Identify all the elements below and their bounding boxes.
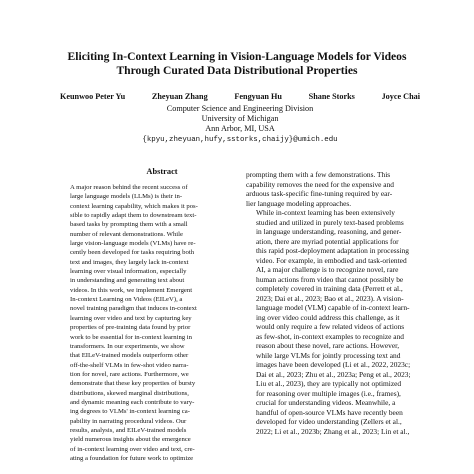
intro-line: 2023; Dai et al., 2023; Bao et al., 2023). A vision-	[256, 293, 404, 303]
abstract-line: text and images, they largely lack in-context	[70, 258, 189, 266]
abstract-line: novel training paradigm that induces in-context	[70, 305, 197, 313]
intro-line: lier language modeling approaches.	[246, 198, 352, 208]
intro-line: 2022; Li et al., 2023b; Zhang et al., 2023; Lin et al.,	[256, 426, 410, 436]
abstract-line: that EILeV-trained models outperform other	[70, 352, 189, 360]
intro-column	[246, 170, 443, 436]
intro-line: While in-context learning has been extensively	[256, 208, 395, 217]
intro-line: this rapid post-deployment adaptation in processing	[256, 246, 409, 255]
author-name: Zheyuan Zhang	[151, 92, 208, 101]
intro-line: Dai et al., 2023; Zhu et al., 2023a; Peng et al., 2023;	[256, 369, 411, 379]
abstract-line: learning over visual information, especially	[70, 268, 187, 276]
abstract-line: pability in narrating procedural videos. Our	[70, 417, 187, 425]
abstract-line: videos. In this work, we implement Emergent	[70, 286, 193, 294]
abstract-line: context learning capability, which makes it pos-	[70, 202, 198, 210]
intro-line: completely covered in training data (Perrett et al.,	[256, 284, 403, 293]
abstract-body	[70, 183, 255, 463]
abstract-line: off-the-shelf VLMs in few-shot video narra-	[70, 361, 189, 369]
intro-line: in language understanding, reasoning, and gener-	[256, 227, 402, 236]
abstract-line: in understanding and generating text about	[70, 277, 185, 285]
abstract-line: In-context Learning on Videos (EILeV), a	[70, 296, 183, 304]
abstract-line: and dynamic meaning each contribute to vary-	[70, 398, 195, 406]
author-name: Shane Storks	[308, 92, 355, 101]
affiliation-line: University of Michigan	[201, 114, 279, 124]
abstract-line: learning over video and text by capturing key	[70, 314, 192, 322]
intro-line: developed for video understanding (Zellers et al.,	[256, 417, 402, 426]
intro-line: handful of open-source VLMs have recently been	[256, 407, 403, 417]
abstract-line: number of relevant demonstrations. While	[70, 230, 183, 238]
affiliation-line: Ann Arbor, MI, USA	[205, 124, 275, 134]
abstract-line: transformers. In our experiments, we show	[70, 342, 185, 350]
affiliation-line: Computer Science and Engineering Division	[166, 104, 314, 113]
intro-line: Liu et al., 2023), they are typically not optimized	[256, 379, 402, 388]
intro-line: ing over video could address this challenge, as it	[256, 312, 400, 322]
abstract-line: A major reason behind the recent success of	[70, 184, 188, 191]
title-line-2: Through Curated Data Distributional Properties	[116, 63, 358, 77]
abstract-line: work to be essential for in-context learning in	[70, 333, 193, 341]
author-list	[60, 92, 420, 101]
abstract-line: sible to rapidly adapt them to downstream text-	[70, 212, 197, 220]
abstract-line: cently been developed for tasks requiring both	[70, 249, 195, 257]
intro-line: AI, a major challenge is to recognize novel, rare	[256, 265, 399, 274]
title-line-1: Eliciting In-Context Learning in Vision-Language Models for Videos	[67, 50, 407, 63]
abstract-line: properties of pre-training data found by prior	[70, 324, 191, 332]
intro-line: while large VLMs for jointly processing text and	[256, 350, 401, 360]
paper-title	[40, 50, 434, 77]
abstract-line: ating a foundation for future work to optimize	[70, 454, 194, 462]
intro-paragraph-2	[246, 208, 443, 436]
intro-line: images have been developed (Li et al., 2022, 2023c;	[256, 360, 411, 369]
abstract-line: large language models (LLMs) is their in-	[70, 193, 183, 201]
abstract-line: ing degrees to VLMs' in-context learning ca-	[70, 408, 190, 416]
abstract-line: yield numerous insights about the emergence	[70, 436, 191, 444]
intro-line: reason about these novel, rare actions. However,	[256, 341, 400, 350]
abstract-line: based tasks by prompting them with a small	[70, 221, 188, 229]
intro-line: human actions from video that cannot possibly be	[256, 274, 404, 284]
intro-line: arduous task-specific fine-tuning required by ear-	[246, 189, 393, 198]
abstract-line: large vision-language models (VLMs) have re-	[70, 240, 196, 248]
intro-line: language model (VLM) capable of in-context learn-	[256, 303, 410, 312]
author-name: Joyce Chai	[381, 92, 420, 101]
abstract-line: demonstrate that these key properties of bursty	[70, 380, 196, 388]
intro-line: for reasoning over multiple images (i.e., frames),	[256, 388, 401, 398]
intro-line: as few-shot, in-context examples to recognize and	[256, 331, 404, 341]
abstract-line: tion for novel, rare actions. Furthermore, we	[70, 370, 189, 378]
intro-line: ation, there are myriad potential applications for	[256, 236, 399, 246]
author-emails: {kpyu,zheyuan,hufy,sstorks,chaijy}@umich.edu	[142, 135, 338, 144]
affiliation-block	[100, 104, 380, 145]
abstract-heading: Abstract	[146, 167, 178, 176]
intro-paragraph-1	[246, 170, 443, 208]
abstract-line: of in-context learning over video and text, cre-	[70, 445, 195, 453]
intro-line: capability removes the need for the expensive and	[246, 179, 394, 189]
intro-line: crucial for understanding videos. Meanwhile, a	[256, 398, 396, 407]
author-name: Keunwoo Peter Yu	[60, 92, 126, 101]
intro-line: studied and utilized in purely text-based problems	[256, 217, 404, 227]
abstract-line: distributions, skewed marginal distributions,	[70, 389, 189, 397]
intro-line: prompting them with a few demonstrations. This	[246, 170, 391, 179]
author-name: Fengyuan Hu	[234, 92, 282, 101]
abstract-line: results, analysis, and EILeV-trained models	[70, 426, 187, 434]
intro-line: video. For example, in embodied and task-oriented	[256, 255, 407, 265]
intro-line: would only require a few related videos of actions	[256, 322, 405, 331]
